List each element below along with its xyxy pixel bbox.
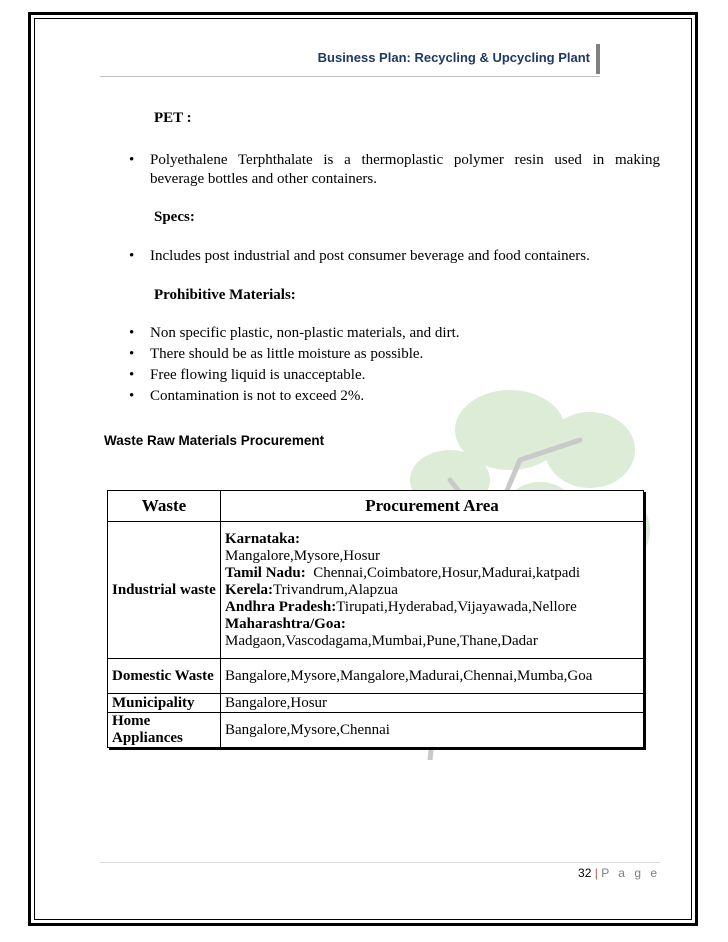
kerela-label: Kerela: bbox=[225, 581, 274, 598]
table-row-home-appliances bbox=[108, 713, 644, 748]
maharashtra-label: Maharashtra/Goa: bbox=[225, 615, 346, 632]
header-divider bbox=[100, 76, 600, 77]
prohibitive-item: Contamination is not to exceed 2%. bbox=[150, 388, 365, 404]
pet-description-line2: beverage bottles and other containers. bbox=[150, 171, 377, 187]
prohibitive-item: There should be as little moisture as possible. bbox=[150, 346, 424, 362]
column-header-waste: Waste bbox=[108, 491, 221, 522]
table-row-industrial bbox=[108, 522, 644, 659]
table-row-domestic bbox=[108, 659, 644, 694]
pet-bullet bbox=[129, 151, 660, 189]
header-accent-bar bbox=[596, 44, 600, 74]
footer-separator: | bbox=[594, 866, 598, 880]
industrial-areas bbox=[221, 522, 644, 659]
page-word: P a g e bbox=[601, 866, 660, 880]
table-row-municipality bbox=[108, 694, 644, 713]
pet-description-line1: Polyethalene Terphthalate is a thermoplastic polymer resin used in making bbox=[150, 152, 660, 168]
bullet-icon: • bbox=[129, 367, 135, 383]
municipality-value: Bangalore,Hosur bbox=[221, 694, 644, 713]
home-appliances-label: Home Appliances bbox=[108, 713, 221, 748]
prohibitive-bullet bbox=[129, 387, 365, 406]
column-header-procurement-area: Procurement Area bbox=[221, 491, 644, 522]
bullet-icon: • bbox=[129, 388, 135, 404]
procurement-table bbox=[107, 490, 644, 748]
prohibitive-item: Free flowing liquid is unacceptable. bbox=[150, 367, 366, 383]
specs-item: Includes post industrial and post consumer beverage and food containers. bbox=[150, 248, 590, 264]
prohibitive-bullet bbox=[129, 345, 424, 364]
karnataka-label: Karnataka: bbox=[225, 530, 300, 547]
prohibitive-bullet bbox=[129, 324, 460, 343]
footer-divider bbox=[100, 862, 660, 863]
page-number: 32 bbox=[578, 866, 592, 880]
industrial-label: Industrial waste bbox=[108, 522, 221, 659]
bullet-icon: • bbox=[129, 346, 135, 362]
andhra-label: Andhra Pradesh: bbox=[225, 598, 337, 615]
page-footer bbox=[578, 866, 660, 880]
home-appliances-value: Bangalore,Mysore,Chennai bbox=[221, 713, 644, 748]
specs-bullet bbox=[129, 247, 660, 266]
bullet-icon: • bbox=[129, 325, 135, 341]
kerela-line bbox=[225, 582, 639, 599]
maharashtra-value: Madgaon,Vascodagama,Mumbai,Pune,Thane,Dadar bbox=[225, 632, 538, 649]
tamil-nadu-value: Chennai,Coimbatore,Hosur,Madurai,katpadi bbox=[313, 564, 581, 581]
tamil-nadu-line bbox=[225, 565, 639, 582]
karnataka-value: Mangalore,Mysore,Hosur bbox=[225, 547, 380, 564]
kerela-value: Trivandrum,Alapzua bbox=[273, 581, 398, 598]
page-header bbox=[100, 44, 600, 74]
procurement-section-title: Waste Raw Materials Procurement bbox=[104, 433, 325, 448]
header-title: Business Plan: Recycling & Upcycling Plant bbox=[317, 50, 590, 65]
prohibitive-heading: Prohibitive Materials: bbox=[154, 287, 296, 303]
domestic-value: Bangalore,Mysore,Mangalore,Madurai,Chennai,Mumba,Goa bbox=[221, 659, 644, 694]
andhra-line bbox=[225, 599, 639, 616]
bullet-icon: • bbox=[129, 248, 135, 264]
tamil-nadu-label: Tamil Nadu: bbox=[225, 564, 306, 581]
municipality-label: Municipality bbox=[108, 694, 221, 713]
domestic-label: Domestic Waste bbox=[108, 659, 221, 694]
prohibitive-item: Non specific plastic, non-plastic materials, and dirt. bbox=[150, 325, 460, 341]
pet-heading: PET : bbox=[154, 110, 192, 126]
andhra-value: Tirupati,Hyderabad,Vijayawada,Nellore bbox=[336, 598, 577, 615]
table-header-row bbox=[108, 491, 644, 522]
prohibitive-bullet bbox=[129, 366, 366, 385]
bullet-icon: • bbox=[129, 152, 135, 168]
specs-heading: Specs: bbox=[154, 209, 195, 225]
